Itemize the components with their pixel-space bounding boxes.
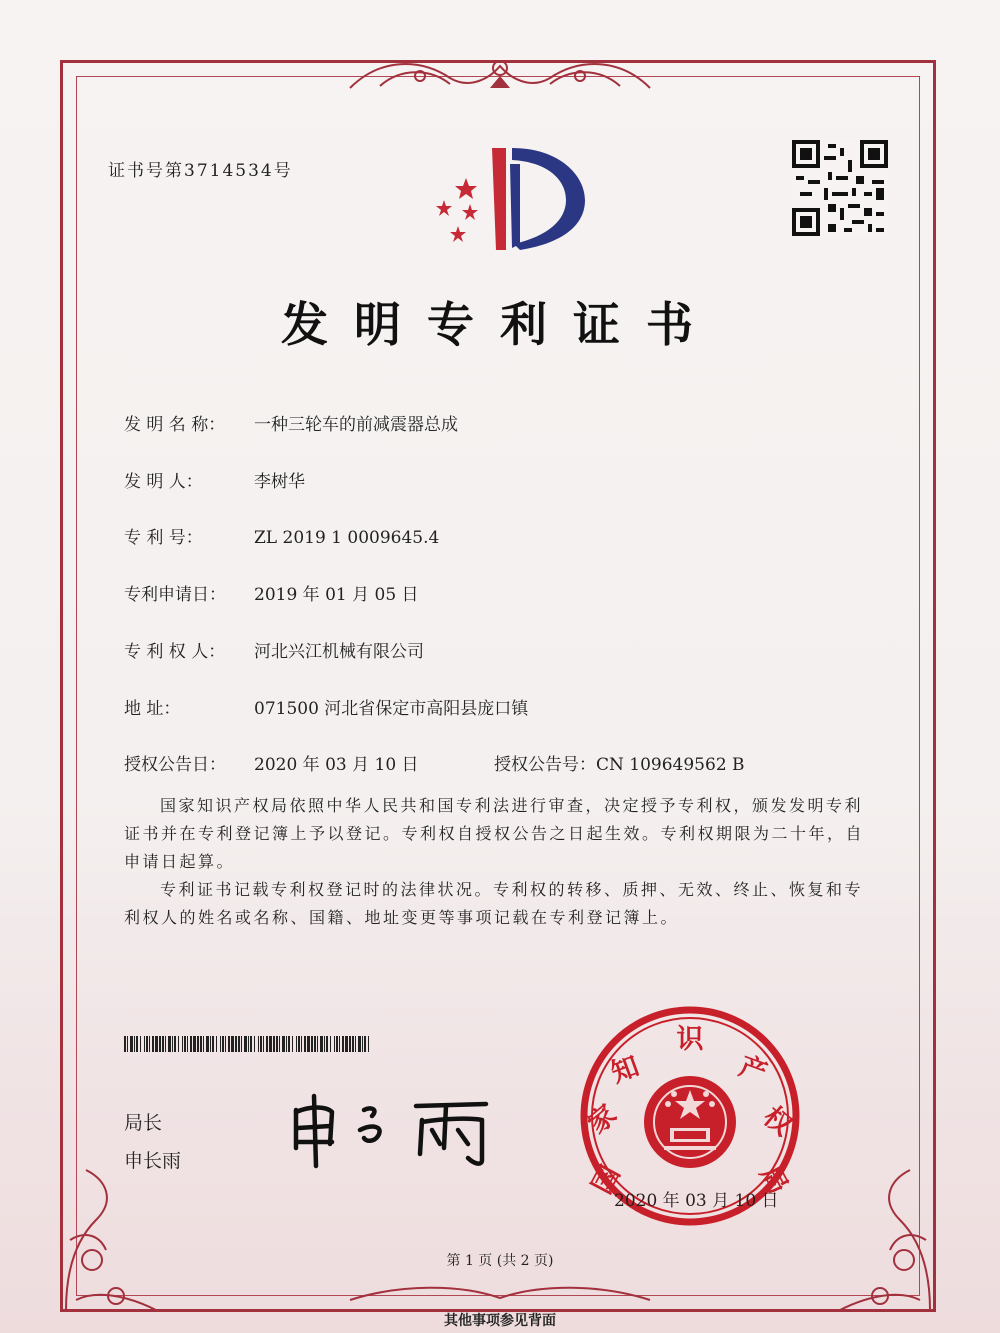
barcode-bar (269, 1036, 272, 1052)
svg-text:国: 国 (586, 1160, 627, 1200)
barcode-bar (258, 1036, 259, 1052)
barcode-bar (317, 1036, 318, 1052)
barcode-bar (362, 1036, 363, 1052)
field-label: 授权公告日： (124, 755, 226, 775)
barcode (124, 1036, 374, 1052)
barcode-bar (228, 1036, 230, 1052)
field-inventor (124, 467, 305, 492)
barcode-bar (130, 1036, 133, 1052)
barcode-bar (296, 1036, 297, 1052)
barcode-bar (203, 1036, 204, 1052)
certificate-title: 发明专利证书 (281, 298, 719, 353)
field-patent-number (124, 523, 439, 548)
patent-office-logo (420, 140, 590, 260)
barcode-bar (260, 1036, 262, 1052)
barcode-bar (159, 1036, 161, 1052)
barcode-bar (144, 1036, 145, 1052)
barcode-bar (172, 1036, 173, 1052)
barcode-bar (241, 1036, 242, 1052)
svg-text:产: 产 (734, 1050, 771, 1090)
barcode-bar (184, 1036, 186, 1052)
barcode-bar (304, 1036, 306, 1052)
field-value: CN 109649562 B (596, 755, 745, 775)
field-patentee (124, 637, 424, 662)
barcode-bar (301, 1036, 302, 1052)
svg-text:局: 局 (753, 1160, 794, 1200)
barcode-bar (140, 1036, 141, 1052)
barcode-bar (155, 1036, 158, 1052)
barcode-bar (358, 1036, 361, 1052)
barcode-bar (355, 1036, 356, 1052)
field-label: 专 利 号： (124, 528, 203, 548)
barcode-bar (165, 1036, 166, 1052)
barcode-bar (339, 1036, 340, 1052)
top-ornament (340, 48, 660, 100)
seal-date: 2020 年 03 月 10 日 (614, 1191, 779, 1211)
qr-code (792, 140, 888, 236)
barcode-bar (248, 1036, 249, 1052)
barcode-bar (152, 1036, 154, 1052)
barcode-bar (193, 1036, 196, 1052)
barcode-bar (187, 1036, 188, 1052)
barcode-bar (216, 1036, 217, 1052)
field-publication-number (494, 750, 745, 775)
barcode-bar (197, 1036, 199, 1052)
barcode-bar (314, 1036, 316, 1052)
barcode-bar (364, 1036, 366, 1052)
barcode-bar (273, 1036, 275, 1052)
footer-note: 其他事项参见背面 (444, 1313, 556, 1329)
barcode-bar (336, 1036, 338, 1052)
barcode-bar (210, 1036, 211, 1052)
certificate-number: 证书号第3714534号 (108, 161, 293, 181)
barcode-bar (178, 1036, 179, 1052)
barcode-bar (182, 1036, 183, 1052)
field-value: 李树华 (254, 472, 305, 492)
field-grant-date (124, 750, 419, 775)
svg-text:家: 家 (582, 1098, 623, 1141)
field-value: 071500 河北省保定市高阳县庞口镇 (254, 699, 529, 719)
barcode-bar (162, 1036, 164, 1052)
barcode-bar (124, 1036, 126, 1052)
field-value: 2020 年 03 月 10 日 (254, 755, 419, 775)
barcode-bar (311, 1036, 313, 1052)
page-number: 第 1 页 (共 2 页) (446, 1253, 554, 1269)
bottom-center-ornament (340, 1282, 660, 1312)
barcode-bar (320, 1036, 323, 1052)
field-invention-name (124, 410, 458, 435)
director-title: 局长 (124, 1112, 163, 1134)
barcode-bar (286, 1036, 287, 1052)
barcode-bar (174, 1036, 176, 1052)
barcode-bar (345, 1036, 348, 1052)
barcode-bar (190, 1036, 192, 1052)
barcode-bar (330, 1036, 331, 1052)
barcode-bar (324, 1036, 325, 1052)
barcode-bar (134, 1036, 135, 1052)
barcode-bar (334, 1036, 335, 1052)
field-address (124, 694, 528, 719)
barcode-bar (282, 1036, 285, 1052)
barcode-bar (212, 1036, 214, 1052)
barcode-bar (149, 1036, 150, 1052)
svg-text:识: 识 (676, 1024, 704, 1055)
barcode-bar (250, 1036, 252, 1052)
statement-paragraph: 专利证书记载专利权登记时的法律状况。专利权的转移、质押、无效、终止、恢复和专利权人的姓名或名称、国籍、地址变更等事项记载在专利登记簿上。 (124, 880, 864, 927)
field-label: 专 利 权 人： (124, 642, 226, 662)
svg-text:知: 知 (607, 1050, 644, 1090)
bottom-right-ornament (800, 1120, 940, 1320)
barcode-bar (254, 1036, 255, 1052)
barcode-bar (368, 1036, 369, 1052)
barcode-bar (326, 1036, 328, 1052)
field-value: ZL 2019 1 0009645.4 (254, 528, 440, 548)
barcode-bar (263, 1036, 264, 1052)
field-label: 授权公告号： (494, 755, 596, 775)
barcode-bar (231, 1036, 234, 1052)
field-label: 地 址： (124, 699, 181, 719)
director-name: 申长雨 (124, 1150, 182, 1172)
barcode-bar (298, 1036, 300, 1052)
barcode-bar (235, 1036, 237, 1052)
barcode-bar (238, 1036, 240, 1052)
barcode-bar (200, 1036, 202, 1052)
barcode-bar (279, 1036, 280, 1052)
barcode-bar (288, 1036, 290, 1052)
barcode-bar (168, 1036, 171, 1052)
field-value: 一种三轮车的前减震器总成 (254, 415, 458, 435)
field-label: 发 明 名 称： (124, 415, 226, 435)
barcode-bar (146, 1036, 148, 1052)
barcode-bar (244, 1036, 247, 1052)
statement-paragraph: 国家知识产权局依照中华人民共和国专利法进行审查，决定授予专利权，颁发发明专利证书并在专利登记簿上予以登记。专利权自授权公告之日起生效。专利权期限为二十年，自申请日起算。 (124, 796, 865, 871)
barcode-bar (342, 1036, 344, 1052)
barcode-bar (349, 1036, 351, 1052)
barcode-bar (206, 1036, 209, 1052)
field-value: 河北兴江机械有限公司 (254, 642, 424, 662)
field-filing-date (124, 580, 419, 605)
barcode-bar (136, 1036, 138, 1052)
director-signature (286, 1090, 496, 1170)
barcode-bar (307, 1036, 310, 1052)
field-label: 专利申请日： (124, 585, 226, 605)
barcode-bar (220, 1036, 221, 1052)
svg-text:权: 权 (757, 1100, 798, 1143)
barcode-bar (225, 1036, 226, 1052)
barcode-bar (266, 1036, 268, 1052)
field-value: 2019 年 01 月 05 日 (254, 585, 419, 605)
barcode-bar (127, 1036, 128, 1052)
barcode-bar (292, 1036, 293, 1052)
field-label: 发 明 人： (124, 472, 203, 492)
barcode-bar (352, 1036, 354, 1052)
barcode-bar (222, 1036, 224, 1052)
barcode-bar (276, 1036, 278, 1052)
